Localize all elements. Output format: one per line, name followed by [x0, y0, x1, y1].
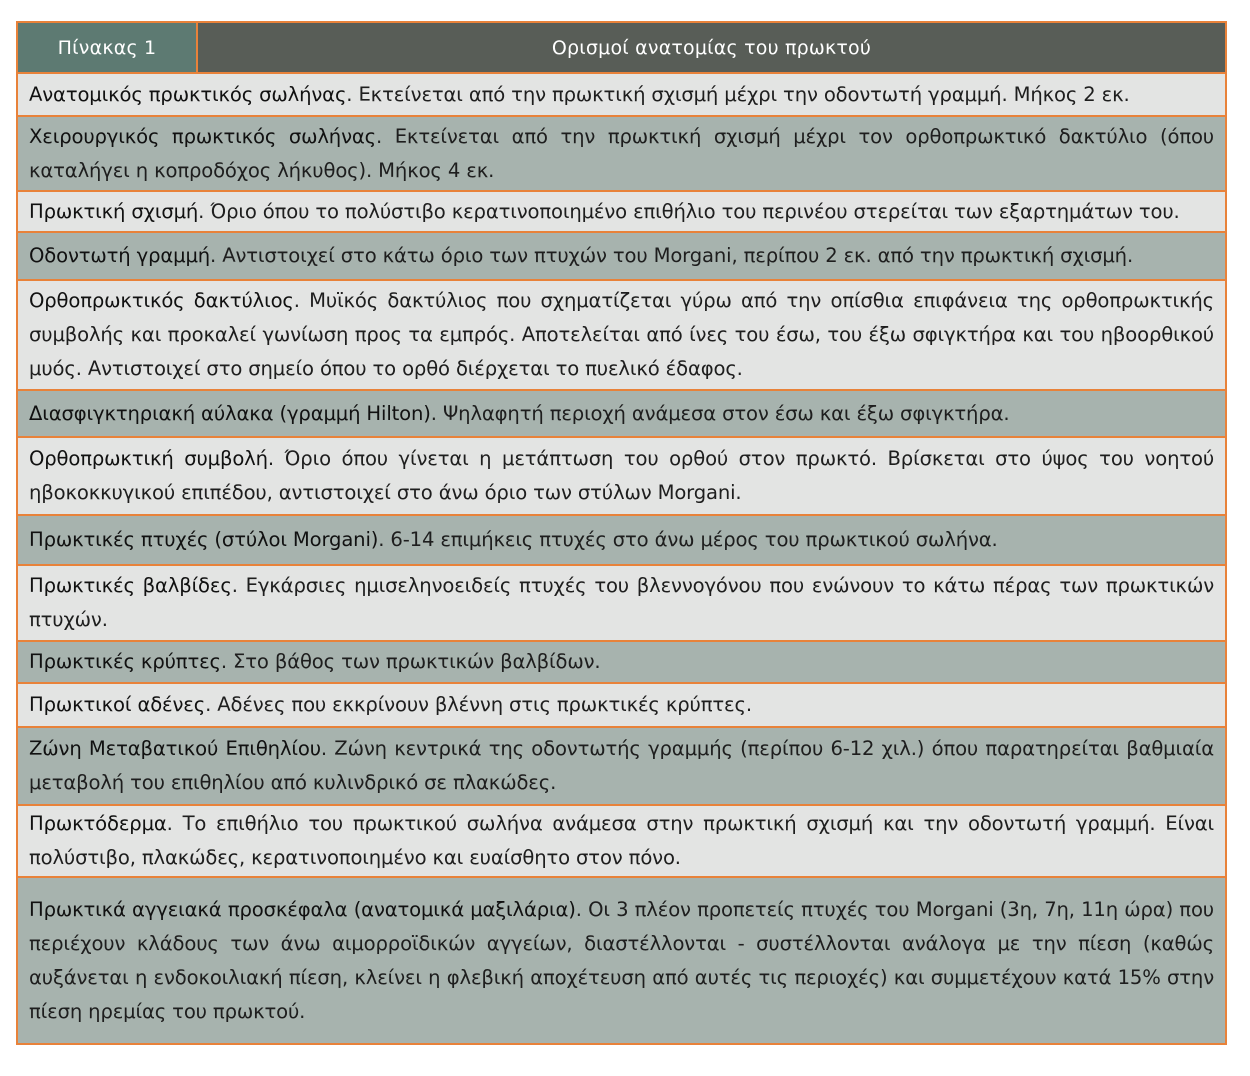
- row-text: . Ψηλαφητή περιοχή ανάμεσα στον έσω και έξω σφιγκτήρα.: [430, 401, 1010, 425]
- row-text: . Μυϊκός δακτύλιος που σχηματίζεται γύρω από την οπίσθια επιφάνεια της ορθοπρωκτικής συμβολής και προκαλεί γωνίωση προς τα εμπρός. Αποτελείται από ίνες του έσω, του έξω σφιγκτήρα και του ηβοορθικού μυός. Αντιστοιχεί στο σημείο όπου το ορθό διέρχεται το πυελικό έδαφος.: [29, 289, 1214, 380]
- table-row: [18, 684, 1225, 726]
- row-text: . Αδένες που εκκρίνουν βλέννη στις πρωκτικές κρύπτες.: [205, 693, 752, 716]
- table-row: [18, 281, 1225, 389]
- table-row: [18, 806, 1225, 876]
- row-term: Πρωκτικές πτυχές (στύλοι Morgani): [29, 528, 379, 551]
- row-term: Πρωκτική σχισμή: [29, 199, 199, 223]
- row-term: Ορθοπρωκτικός δακτύλιος: [29, 289, 294, 312]
- row-text: . Εκτείνεται από την πρωκτική σχισμή μέχρι τον ορθοπρωκτικό δακτύλιο (όπου καταλήγει η κοπροδόχος λήκυθος). Μήκος 4 εκ.: [29, 124, 1214, 182]
- row-term: Ορθοπρωκτική συμβολή: [29, 447, 268, 470]
- table-row: [18, 233, 1225, 279]
- row-text: . 6-14 επιμήκεις πτυχές στο άνω μέρος του πρωκτικού σωλήνα.: [378, 528, 998, 551]
- table-row: [18, 438, 1225, 514]
- row-text: . Όριο όπου γίνεται η μετάπτωση του ορθού στον πρωκτό. Βρίσκεται στο ύψος του νοητού ηβοκοκκυγικού επιπέδου, αντιστοιχεί στο άνω όριο των στύλων Morgani.: [29, 447, 1215, 504]
- table-row: [18, 516, 1225, 564]
- table-row: [18, 192, 1225, 231]
- row-text: . Οι 3 πλέον προπετείς πτυχές του Morgani (3η, 7η, 11η ώρα) που περιέχουν κλάδους των άνω αιμορροϊδικών αγγείων, διαστέλλονται - συστέλλονται ανάλογα με την πίεση (καθώς αυξάνεται η ενδοκοιλιακή πίεση, κλείνει η φλεβική αποχέτευση από αυτές τις περιοχές) και συμμετέχουν κατά 15% στην πίεση ηρεμίας του πρωκτού.: [29, 897, 1214, 1023]
- table-title: Ορισμοί ανατομίας του πρωκτού: [198, 23, 1225, 72]
- row-term: Διασφιγκτηριακή αύλακα (γραμμή Hilton): [29, 401, 431, 425]
- table-row: [18, 878, 1225, 1043]
- row-term: Πρωκτικά αγγειακά προσκέφαλα (ανατομικά μαξιλάρια): [29, 897, 576, 921]
- row-term: Πρωκτόδερμα: [29, 812, 167, 835]
- row-term: Πρωκτικοί αδένες: [29, 693, 206, 716]
- row-term: Χειρουργικός πρωκτικός σωλήνας: [29, 124, 376, 148]
- row-text: . Αντιστοιχεί στο κάτω όριο των πτυχών του Morgani, περίπου 2 εκ. από την πρωκτική σχισμή.: [210, 244, 1134, 267]
- row-term: Ζώνη Μεταβατικού Επιθηλίου: [29, 737, 321, 760]
- row-term: Πρωκτικές βαλβίδες: [29, 574, 232, 597]
- row-text: . Όριο όπου το πολύστιβο κερατινοποιημένο επιθήλιο του περινέου στερείται των εξαρτημάτων του.: [198, 199, 1180, 223]
- definitions-table: [16, 21, 1227, 1045]
- row-text: . Στο βάθος των πρωκτικών βαλβίδων.: [220, 650, 601, 673]
- table-row: [18, 566, 1225, 640]
- row-text: . Ζώνη κεντρικά της οδοντωτής γραμμής (περίπου 6-12 χιλ.) όπου παρατηρείται βαθμιαία μεταβολή του επιθηλίου από κυλινδρικό σε πλακώδες.: [29, 737, 1214, 794]
- table-row: [18, 74, 1225, 115]
- table-label: Πίνακας 1: [18, 23, 196, 72]
- row-term: Ανατομικός πρωκτικός σωλήνας: [29, 82, 347, 106]
- row-term: Οδοντωτή γραμμή: [29, 244, 211, 267]
- row-text: . Εκτείνεται από την πρωκτική σχισμή μέχρι την οδοντωτή γραμμή. Μήκος 2 εκ.: [346, 82, 1130, 106]
- table-header: [18, 23, 1225, 72]
- row-text: . Εγκάρσιες ημισεληνοειδείς πτυχές του βλεννογόνου που ενώνουν το κάτω πέρας των πρωκτικών πτυχών.: [29, 574, 1215, 631]
- table-row: [18, 117, 1225, 190]
- table-row: [18, 728, 1225, 804]
- table-row: [18, 391, 1225, 436]
- row-text: . Το επιθήλιο του πρωκτικού σωλήνα ανάμεσα στην πρωκτική σχισμή και την οδοντωτή γραμμή. Είναι πολύστιβο, πλακώδες, κερατινοποιημένο και ευαίσθητο στον πόνο.: [29, 812, 1214, 869]
- table-row: [18, 642, 1225, 682]
- row-term: Πρωκτικές κρύπτες: [29, 650, 221, 673]
